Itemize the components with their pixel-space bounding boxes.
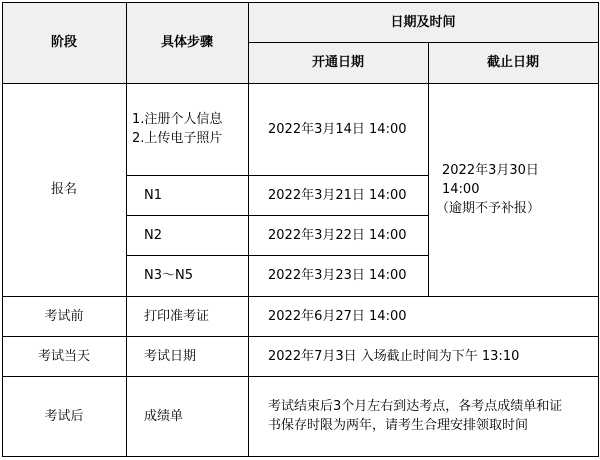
header-open-date: 开通日期 (248, 42, 428, 83)
step-line-2: 2.上传电子照片 (132, 131, 223, 146)
stage-exam-day: 考试当天 (37, 348, 90, 364)
table-border-right (598, 2, 599, 457)
date-n1: 2022年3月21日 14:00 (268, 187, 407, 203)
note-line-2: 书保存时限为两年，请考生合理安排领取时间 (268, 418, 529, 433)
registration-deadline (436, 83, 598, 296)
line-col-stage (126, 2, 127, 457)
line-after-before-exam (2, 336, 599, 337)
date-exam-day: 2022年7月3日 入场截止时间为下午 13:10 (268, 348, 520, 364)
step-register-info (132, 83, 248, 175)
deadline-note: （逾期不予补报） (436, 201, 541, 216)
line-header-bottom (2, 83, 599, 84)
header-datetime: 日期及时间 (248, 2, 598, 42)
header-steps: 具体步骤 (126, 2, 248, 83)
step-print-admission: 打印准考证 (144, 308, 210, 324)
deadline-time: 14:00 (442, 182, 480, 197)
line-after-registration (2, 296, 599, 297)
header-stage: 阶段 (2, 2, 126, 83)
stage-before-exam: 考试前 (44, 308, 84, 324)
step-n3-n5: N3～N5 (144, 268, 193, 283)
stage-after-exam: 考试后 (44, 408, 84, 424)
after-exam-note (268, 376, 594, 456)
step-exam-date: 考试日期 (144, 348, 197, 364)
stage-registration: 报名 (50, 182, 77, 197)
line-after-n1 (126, 215, 428, 216)
table-border-left (2, 2, 3, 457)
header-deadline: 截止日期 (428, 42, 598, 83)
deadline-date: 2022年3月30日 (442, 163, 539, 178)
step-score-report: 成绩单 (144, 408, 184, 424)
line-col-steps (248, 2, 249, 457)
date-n3-n5: 2022年3月23日 14:00 (268, 268, 407, 283)
line-header-mid (248, 42, 599, 43)
note-line-1: 考试结束后3个月左右到达考点，各考点成绩单和证 (268, 399, 563, 414)
date-n2: 2022年3月22日 14:00 (268, 227, 407, 243)
step-n1: N1 (144, 187, 162, 203)
table-border-bottom (2, 456, 599, 457)
step-n2: N2 (144, 227, 162, 243)
date-print-admission: 2022年6月27日 14:00 (268, 308, 407, 324)
table-border-top (2, 2, 599, 3)
date-register-info: 2022年3月14日 14:00 (268, 121, 407, 137)
line-after-step1 (126, 175, 428, 176)
line-col-deadline (428, 42, 429, 296)
line-after-n2 (126, 255, 428, 256)
line-after-exam-day (2, 376, 599, 377)
step-line-1: 1.注册个人信息 (132, 112, 223, 127)
